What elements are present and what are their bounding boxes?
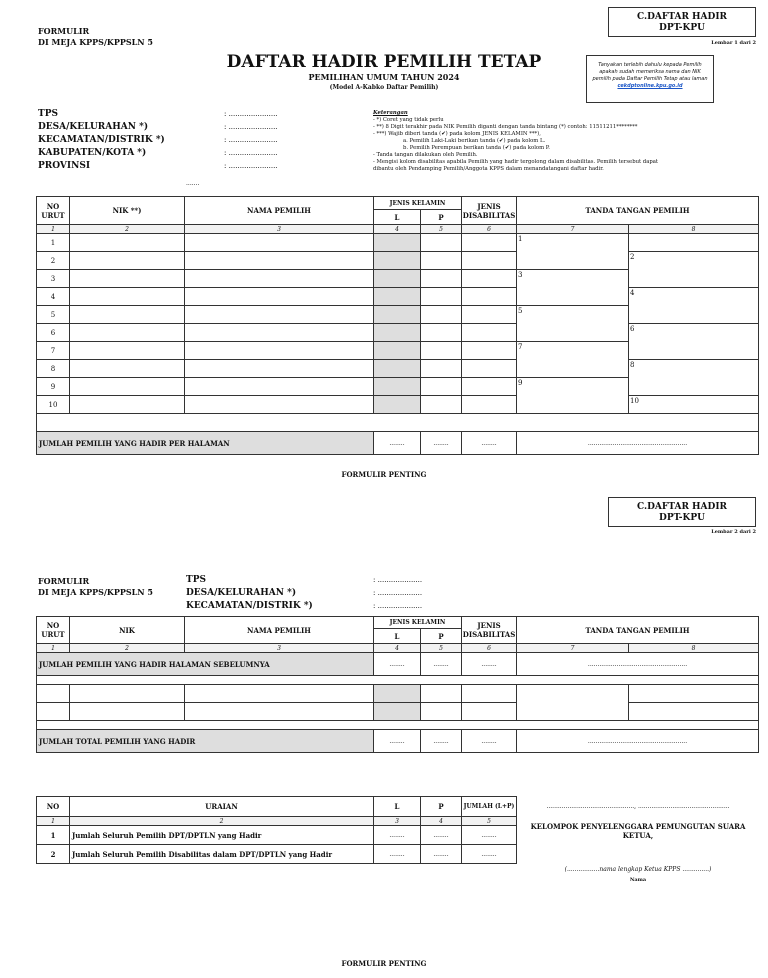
field-desa-value[interactable]: : ....................	[373, 588, 423, 597]
header-disabilitas: JENIS DISABILITAS	[462, 617, 517, 644]
nik-cell[interactable]	[70, 288, 185, 306]
header-disabilitas: JENIS DISABILITAS	[462, 197, 517, 225]
nama-cell[interactable]	[185, 360, 374, 378]
field-kecamatan: KECAMATAN/DISTRIK *) : ....................	[186, 600, 423, 611]
header-p: P	[421, 210, 462, 225]
p-cell[interactable]	[421, 306, 462, 324]
nama-cell[interactable]	[185, 306, 374, 324]
signature-cell[interactable]: 9	[517, 378, 629, 396]
header-tanda-tangan: TANDA TANGAN PEMILIH	[517, 617, 759, 644]
summary-p[interactable]: ........	[421, 845, 462, 864]
nama-cell[interactable]	[185, 288, 374, 306]
signature-cell[interactable]: 8	[629, 360, 759, 378]
form-location: DI MEJA KPPS/KPPSLN 5	[38, 37, 153, 47]
p-cell[interactable]	[421, 342, 462, 360]
page-title: DAFTAR HADIR PEMILIH TETAP	[226, 52, 542, 72]
p-cell[interactable]	[421, 252, 462, 270]
summary-header-uraian: URAIAN	[70, 797, 374, 817]
grand-total-signature[interactable]: ....................................................	[517, 730, 759, 753]
disabilitas-cell[interactable]	[462, 252, 517, 270]
signature-name-label: Nama	[629, 877, 647, 883]
nik-cell[interactable]	[70, 234, 185, 252]
header-fields-2	[186, 573, 446, 612]
signature-place-date[interactable]: .............................................., ................................................	[546, 803, 730, 810]
p-cell[interactable]	[421, 396, 462, 414]
row-number: 3	[37, 270, 70, 288]
l-cell[interactable]	[374, 360, 421, 378]
signature-name-line[interactable]: (.................nama lengkap Ketua KPPS ..............)	[564, 866, 712, 873]
sheet-number: Lembar 1 dari 2	[711, 40, 756, 46]
header-nik: NIK **)	[70, 197, 185, 225]
row-number: 8	[37, 360, 70, 378]
nik-cell[interactable]	[70, 252, 185, 270]
nik-cell[interactable]	[70, 396, 185, 414]
table-row	[37, 270, 759, 288]
sheet-number-2: Lembar 2 dari 2	[711, 529, 756, 535]
keterangan-line: - ***) Wajib diberi tanda (✔) pada kolom JENIS KELAMIN ***),	[373, 131, 541, 137]
l-cell[interactable]	[374, 288, 421, 306]
l-cell[interactable]	[374, 306, 421, 324]
grand-total-p[interactable]: ........	[421, 730, 462, 753]
field-desa: DESA/KELURAHAN *) : ....................	[186, 587, 423, 598]
nik-cell[interactable]	[70, 306, 185, 324]
total-l[interactable]: ........	[374, 432, 421, 455]
p-cell[interactable]	[421, 234, 462, 252]
p-cell[interactable]	[421, 360, 462, 378]
field-tps-value[interactable]: : ....................	[373, 575, 423, 584]
nama-cell[interactable]	[185, 378, 374, 396]
table-row	[37, 360, 759, 378]
disabilitas-cell[interactable]	[462, 342, 517, 360]
keterangan-line: - Tanda tangan dilakukan oleh Pemilih.	[373, 152, 478, 158]
row-number: 7	[37, 342, 70, 360]
summary-p[interactable]: ........	[421, 826, 462, 845]
signature-cell[interactable]: 10	[629, 396, 759, 414]
summary-header-jumlah: JUMLAH (L+P)	[462, 797, 517, 817]
header-fields	[38, 107, 358, 187]
summary-index-row: 1 2 3 4 5	[37, 817, 517, 826]
disabilitas-cell[interactable]	[462, 234, 517, 252]
total-signature[interactable]: ....................................................	[517, 432, 759, 455]
form-location: DI MEJA KPPS/KPPSLN 5	[38, 587, 153, 597]
row-number: 5	[37, 306, 70, 324]
field-kecamatan: KECAMATAN/DISTRIK *) : ......................	[38, 134, 278, 145]
form-code-box-2	[608, 497, 756, 527]
signature-cell[interactable]: 5	[517, 306, 629, 324]
table-row	[37, 306, 759, 324]
header-jenis-kelamin: JENIS KELAMIN	[374, 617, 462, 629]
field-kecamatan-value[interactable]: : ....................	[373, 601, 423, 610]
footer-formulir-penting: FORMULIR PENTING	[341, 470, 427, 479]
prev-signature[interactable]: ....................................................	[517, 653, 759, 676]
disabilitas-cell[interactable]	[462, 396, 517, 414]
instruction-note	[586, 55, 714, 103]
summary-header-p: P	[421, 797, 462, 817]
prev-p[interactable]: ........	[421, 653, 462, 676]
summary-jumlah[interactable]: ........	[462, 845, 517, 864]
previous-total-row	[37, 653, 759, 676]
row-number: 2	[37, 252, 70, 270]
form-label-block-2	[38, 576, 153, 598]
summary-row	[37, 826, 517, 845]
l-cell[interactable]	[374, 270, 421, 288]
spacer-row	[37, 676, 759, 685]
row-number: 9	[37, 378, 70, 396]
keterangan-line: dibantu oleh Pendamping Pemilih/Anggota KPPS dalam menandatangani daftar hadir.	[373, 166, 604, 172]
table-row	[37, 685, 759, 703]
keterangan	[373, 110, 763, 173]
signature-cell[interactable]	[629, 685, 759, 703]
signature-role: KELOMPOK PENYELENGGARA PEMUNGUTAN SUARA KETUA,	[530, 822, 746, 840]
grand-total-disabilitas[interactable]: ........	[462, 730, 517, 753]
table-row	[37, 234, 759, 252]
disabilitas-cell[interactable]	[462, 288, 517, 306]
disabilitas-cell[interactable]	[462, 270, 517, 288]
field-kecamatan-value[interactable]: : ......................	[224, 135, 278, 144]
field-desa: DESA/KELURAHAN *) : ......................	[38, 121, 278, 132]
nama-cell[interactable]	[185, 342, 374, 360]
spacer-row	[37, 721, 759, 730]
field-kabupaten-value[interactable]: : ......................	[224, 148, 278, 157]
disabilitas-cell[interactable]	[462, 360, 517, 378]
p-cell[interactable]	[421, 288, 462, 306]
summary-row	[37, 845, 517, 864]
form-label: FORMULIR	[38, 26, 90, 36]
prev-disabilitas[interactable]: ........	[462, 653, 517, 676]
row-number: 6	[37, 324, 70, 342]
l-cell[interactable]	[374, 396, 421, 414]
nama-cell[interactable]	[185, 270, 374, 288]
l-cell[interactable]	[374, 252, 421, 270]
footer-formulir-penting-2: FORMULIR PENTING	[341, 959, 427, 968]
attendance-table	[36, 196, 759, 455]
keterangan-title: Keterangan	[373, 110, 408, 116]
header-nama: NAMA PEMILIH	[185, 197, 374, 225]
field-tps: TPS : ....................	[186, 574, 423, 585]
field-provinsi: PROVINSI : ......................	[38, 160, 278, 171]
table-row	[37, 703, 759, 721]
model-label: (Model A-Kabko Daftar Pemilih)	[329, 84, 439, 91]
signature-cell[interactable]: 1	[517, 234, 629, 252]
signature-cell[interactable]: 2	[629, 252, 759, 270]
nama-cell[interactable]	[185, 396, 374, 414]
header-nik: NIK	[70, 617, 185, 644]
index-row: 1 2 3 4 5 6 7 8	[37, 644, 759, 653]
nik-cell[interactable]	[70, 360, 185, 378]
form-label: FORMULIR	[38, 576, 90, 586]
summary-l[interactable]: ........	[374, 826, 421, 845]
keterangan-line: - **) 8 Digit terakhir pada NIK Pemilih diganti dengan tanda bintang (*) contoh: 11511211********	[373, 124, 638, 130]
total-disabilitas[interactable]: ........	[462, 432, 517, 455]
form-label-block	[38, 26, 153, 48]
p-cell[interactable]	[421, 324, 462, 342]
summary-table	[36, 796, 517, 864]
total-p[interactable]: ........	[421, 432, 462, 455]
nama-cell[interactable]	[185, 234, 374, 252]
table-row	[37, 396, 759, 414]
keterangan-line: - Mengisi kolom disabilitas apabila Pemilih yang hadir tergolong dalam disabilitas. Pemilih tersebut dapat	[373, 159, 659, 165]
p-cell[interactable]	[421, 378, 462, 396]
l-cell[interactable]	[374, 378, 421, 396]
header-nama: NAMA PEMILIH	[185, 617, 374, 644]
form-code-line1: C.DAFTAR HADIR	[636, 502, 728, 512]
form-code-line2: DPT-KPU	[659, 23, 705, 33]
header-no-urut: NO URUT	[37, 617, 70, 644]
disabilitas-cell[interactable]	[462, 324, 517, 342]
cekdpt-link[interactable]: cekdptonline.kpu.go.id	[617, 83, 683, 89]
field-tps: TPS : ......................	[38, 108, 278, 119]
header-no-urut: NO URUT	[37, 197, 70, 225]
keterangan-line: b. Pemilih Perempuan berikan tanda (✔) pada kolom P.	[403, 145, 550, 151]
signature-cell[interactable]	[517, 685, 629, 703]
field-desa-value[interactable]: : ......................	[224, 122, 278, 131]
nik-cell[interactable]	[70, 270, 185, 288]
l-cell[interactable]	[374, 342, 421, 360]
summary-jumlah[interactable]: ........	[462, 826, 517, 845]
nik-cell[interactable]	[70, 342, 185, 360]
instruction-note-text: Tanyakan terlebih dahulu kepada Pemilih apakah sudah memeriksa nama dan NIK pemilih pada Daftar Pemilih Tetap atau laman	[592, 62, 708, 82]
signature-cell[interactable]: 3	[517, 270, 629, 288]
table-row	[37, 378, 759, 396]
total-row	[37, 432, 759, 455]
l-cell[interactable]	[374, 234, 421, 252]
signature-cell[interactable]: 7	[517, 342, 629, 360]
field-tps-value[interactable]: : ......................	[224, 109, 278, 118]
form-code-box	[608, 7, 756, 37]
l-cell[interactable]	[374, 324, 421, 342]
row-number: 10	[37, 396, 70, 414]
previous-total-label: JUMLAH PEMILIH YANG HADIR HALAMAN SEBELUMNYA	[37, 653, 374, 676]
header-l: L	[374, 210, 421, 225]
row-number: 1	[37, 234, 70, 252]
summary-row-text: Jumlah Seluruh Pemilih Disabilitas dalam DPT/DPTLN yang Hadir	[70, 845, 374, 864]
summary-row-no: 2	[37, 845, 70, 864]
summary-header-no: NO	[37, 797, 70, 817]
keterangan-line: - *) Coret yang tidak perlu	[373, 117, 444, 123]
disabilitas-cell[interactable]	[462, 306, 517, 324]
header-tanda-tangan: TANDA TANGAN PEMILIH	[517, 197, 759, 225]
nama-cell[interactable]	[185, 252, 374, 270]
field-provinsi-value[interactable]: : ......................	[224, 161, 278, 170]
keterangan-line: a. Pemilih Laki-Laki berikan tanda (✔) pada kolom L.	[403, 138, 546, 144]
disabilitas-cell[interactable]	[462, 378, 517, 396]
table-row	[37, 288, 759, 306]
p-cell[interactable]	[421, 270, 462, 288]
form-code-line1: C.DAFTAR HADIR	[636, 12, 728, 22]
prev-l[interactable]: ........	[374, 653, 421, 676]
field-kabupaten: KABUPATEN/KOTA *) : ......................	[38, 147, 278, 158]
summary-l[interactable]: ........	[374, 845, 421, 864]
header-l: L	[374, 629, 421, 644]
table-row	[37, 342, 759, 360]
grand-total-row	[37, 730, 759, 753]
attendance-table-2	[36, 616, 759, 753]
grand-total-l[interactable]: ........	[374, 730, 421, 753]
header-jenis-kelamin: JENIS KELAMIN	[374, 197, 462, 210]
page-subtitle: PEMILIHAN UMUM TAHUN 2024	[308, 72, 460, 82]
summary-header-l: L	[374, 797, 421, 817]
row-number: 4	[37, 288, 70, 306]
grand-total-label: JUMLAH TOTAL PEMILIH YANG HADIR	[37, 730, 374, 753]
nama-cell[interactable]	[185, 324, 374, 342]
total-label: JUMLAH PEMILIH YANG HADIR PER HALAMAN	[37, 432, 374, 455]
table-row	[37, 324, 759, 342]
header-p: P	[421, 629, 462, 644]
signature-cell[interactable]: 4	[629, 288, 759, 306]
form-code-line2: DPT-KPU	[659, 513, 705, 523]
summary-row-no: 1	[37, 826, 70, 845]
nik-cell[interactable]	[70, 324, 185, 342]
summary-row-text: Jumlah Seluruh Pemilih DPT/DPTLN yang Hadir	[70, 826, 374, 845]
signature-cell[interactable]: 6	[629, 324, 759, 342]
extra-field-dots: .......	[186, 180, 200, 187]
nik-cell[interactable]	[70, 378, 185, 396]
table-row	[37, 252, 759, 270]
index-row: 1 2 3 4 5 6 7 8	[37, 225, 759, 234]
spacer-row	[37, 414, 759, 432]
